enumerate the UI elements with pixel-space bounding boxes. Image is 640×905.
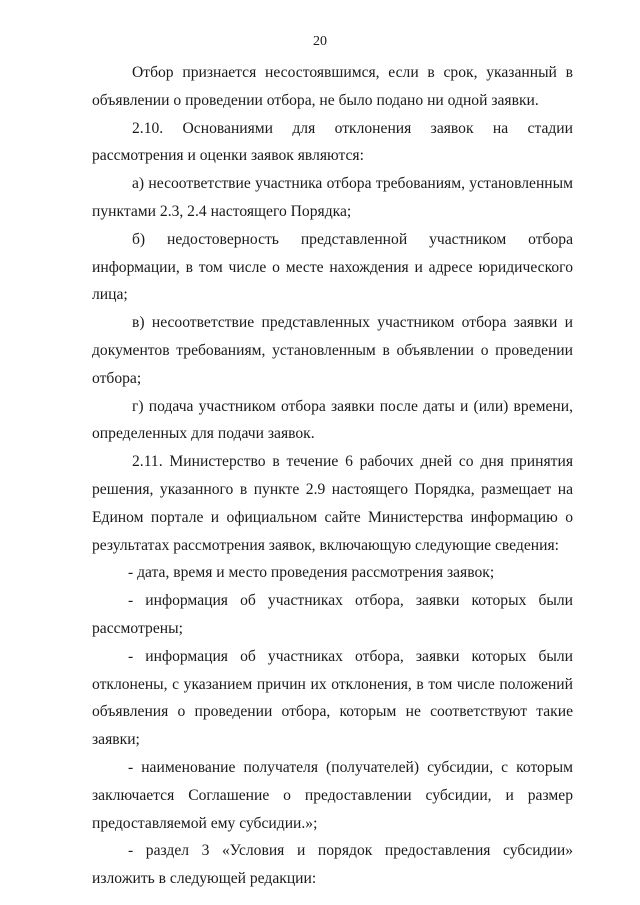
paragraph-selection-failed: Отбор признается несостоявшимся, если в срок, указанный в объявлении о проведении отбора, не было подано ни одной заявки.: [92, 64, 573, 109]
list-item-reviewed-participants: - информация об участниках отбора, заявки которых были рассмотрены;: [92, 592, 573, 637]
list-item-section-3-amendment: - раздел 3 «Условия и порядок предоставления субсидии» изложить в следующей редакции:: [92, 842, 573, 888]
list-item-subsidy-recipient: - наименование получателя (получателей) субсидии, с которым заключается Соглашение о предоставлении субсидии, и размер предоставляемой ему субсидии.»;: [92, 758, 573, 832]
paragraph-item-v: в) несоответствие представленных участником отбора заявки и документов требованиям, установленным в объявлении о проведении отбора;: [92, 314, 573, 387]
list-item-date-time-place: - дата, время и место проведения рассмотрения заявок;: [128, 564, 495, 582]
paragraph-item-a: а) несоответствие участника отбора требованиям, установленным пунктами 2.3, 2.4 настоящего Порядка;: [92, 175, 573, 220]
list-item-rejected-participants: - информация об участниках отбора, заявки которых были отклонены, с указанием причин их отклонения, в том числе положений объявления о проведении отбора, которым не соответствуют такие заявки;: [92, 647, 573, 749]
document-body: [92, 59, 573, 893]
page-number: 20: [313, 34, 327, 49]
paragraph-item-b: б) недостоверность представленной участником отбора информации, в том числе о месте нахождения и адресе юридического лица;: [92, 230, 573, 304]
paragraph-2-10-rejection-grounds: 2.10. Основаниями для отклонения заявок на стадии рассмотрения и оценки заявок являются:: [92, 119, 573, 165]
paragraph-item-g: г) подача участником отбора заявки после даты и (или) времени, определенных для подачи заявок.: [92, 397, 573, 443]
paragraph-2-11-publication: 2.11. Министерство в течение 6 рабочих дней со дня принятия решения, указанного в пункте 2.9 настоящего Порядка, размещает на Едином портале и официальном сайте Министерства информацию о результатах рассмотрения заявок, включающую следующие сведения:: [92, 453, 573, 554]
